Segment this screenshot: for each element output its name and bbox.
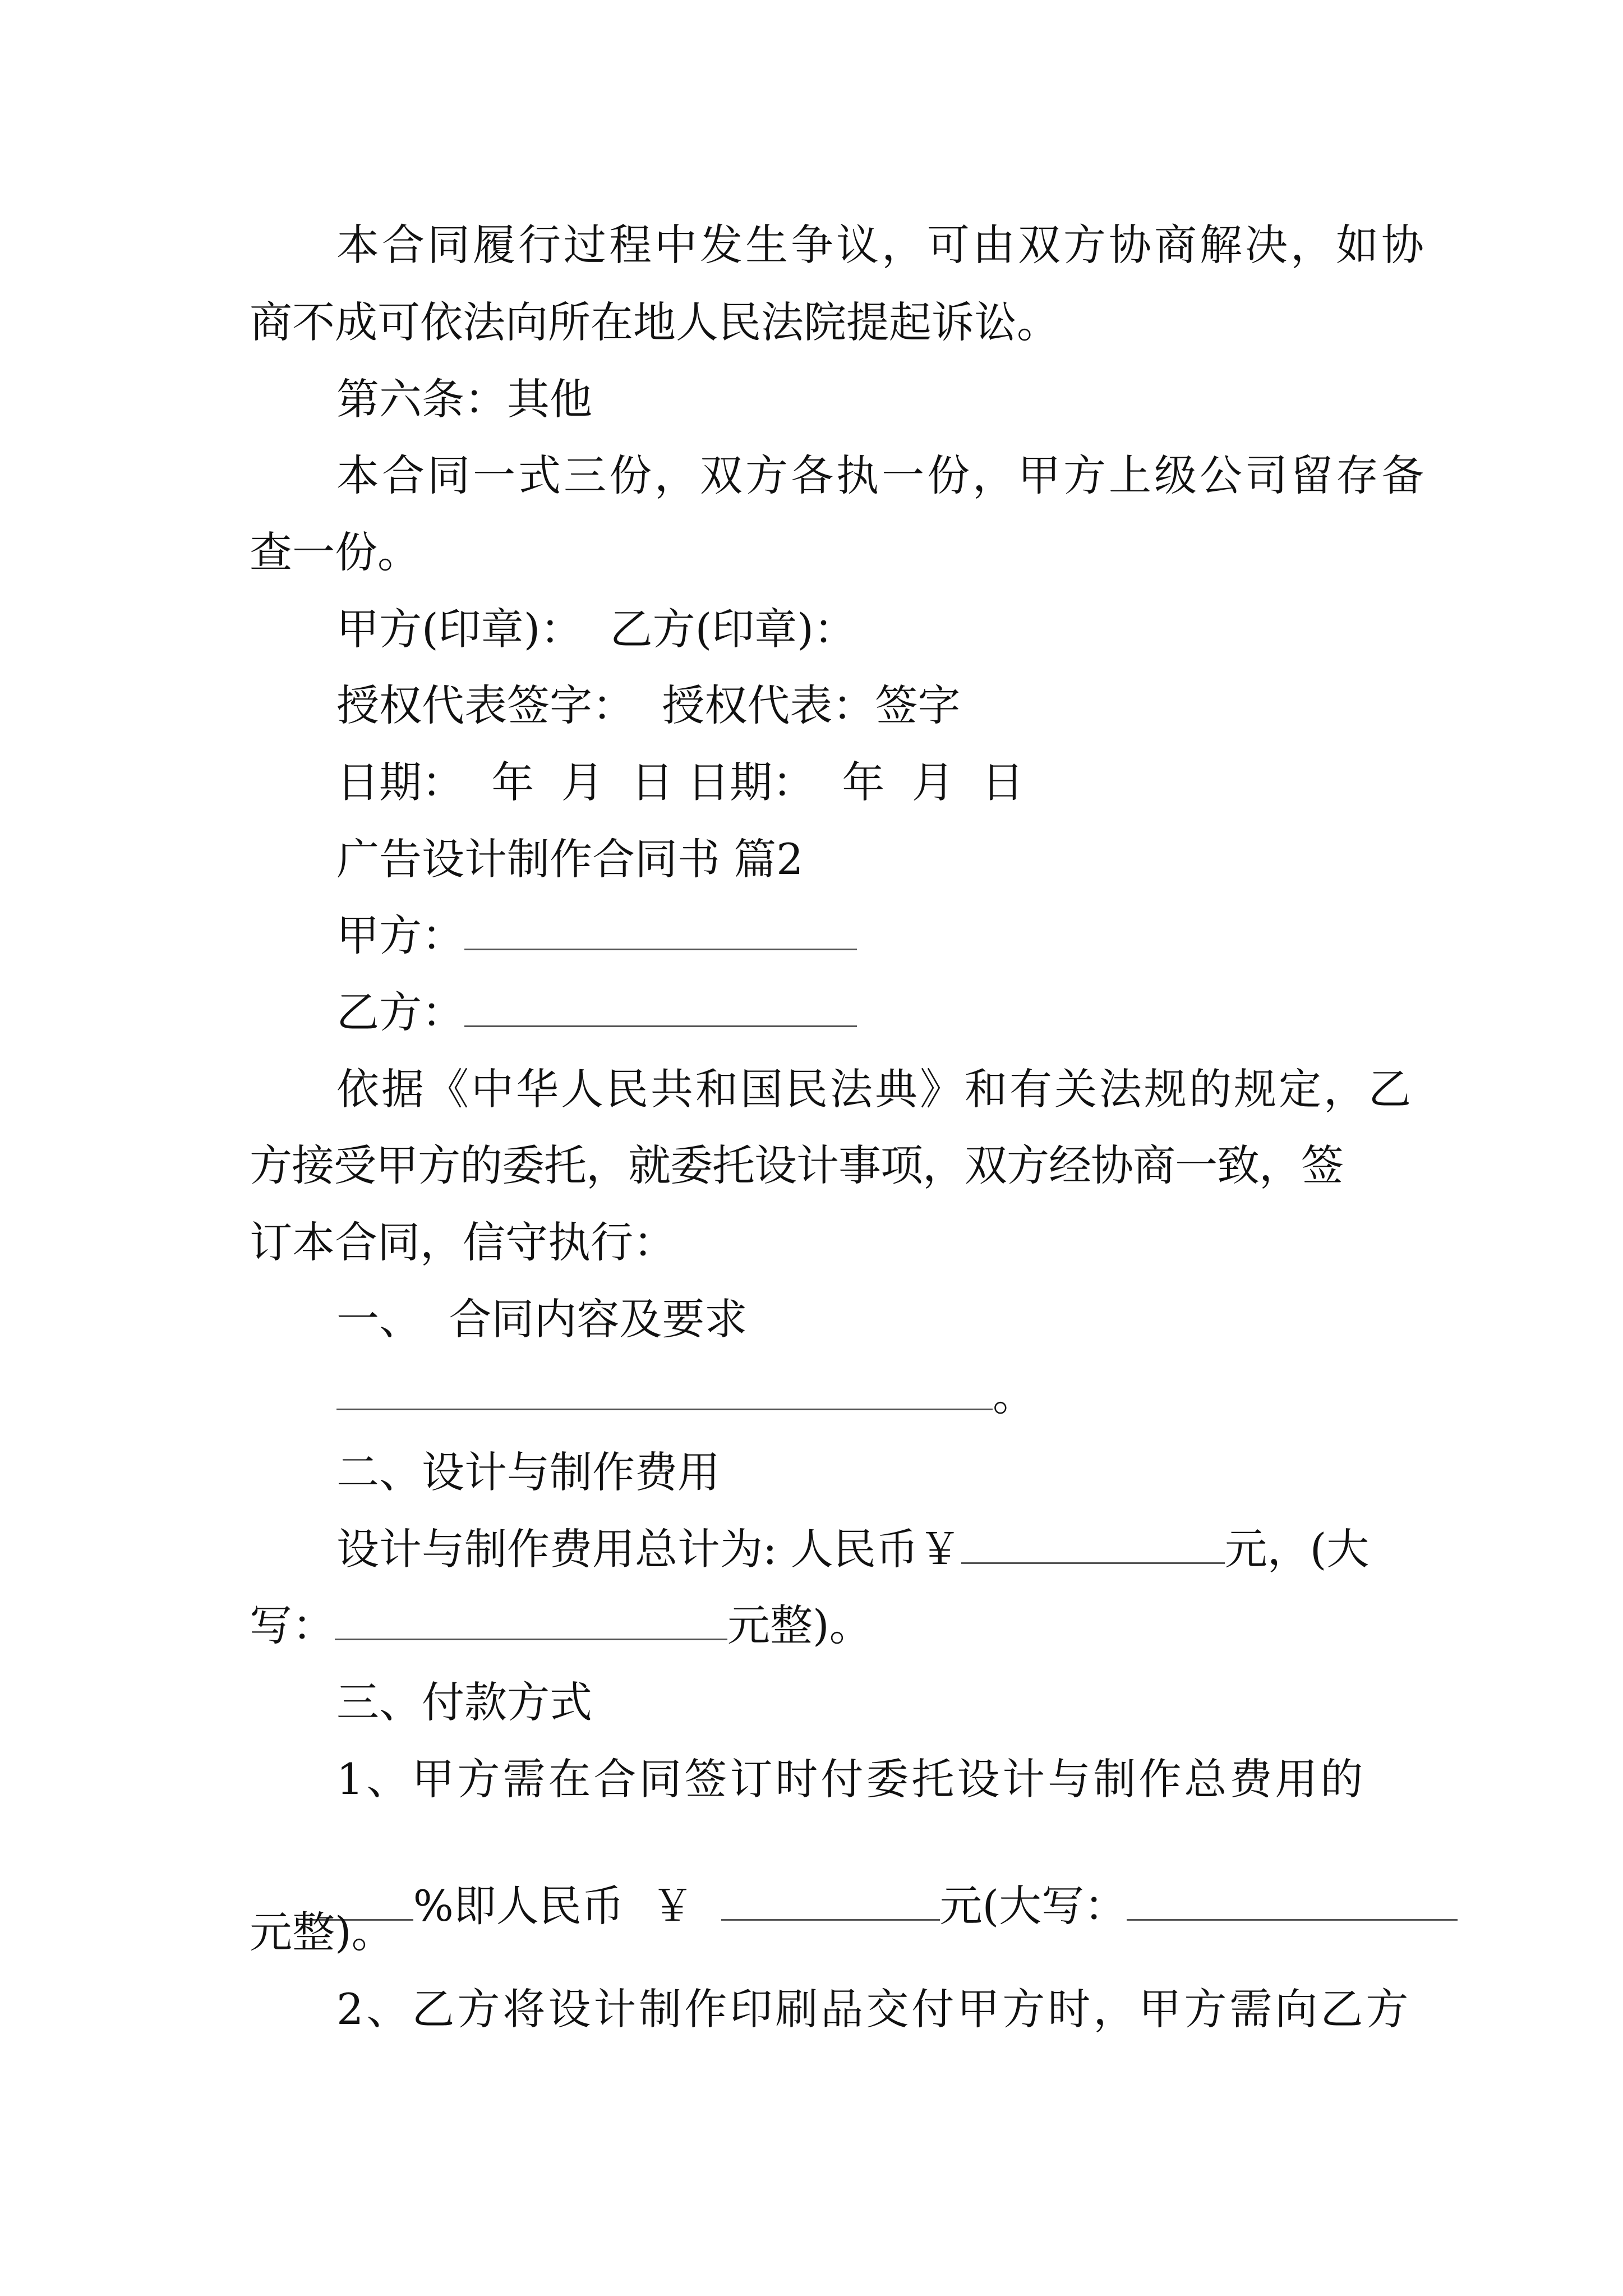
paragraph-copies-line1: 本合同一式三份，双方各执一份，甲方上级公司留存备 — [336, 450, 1427, 500]
section-1-period: 。 — [993, 1370, 1035, 1420]
fee-line1 — [336, 1524, 1369, 1575]
paragraph-basis-line3: 订本合同，信守执行： — [250, 1217, 676, 1267]
date-line: 日期： 年 月 日 日期： 年 月 日 — [336, 757, 1025, 807]
party-a-blank — [464, 917, 857, 950]
fee-capital-label: 写： — [250, 1600, 335, 1650]
fee-unit: 元，(大 — [1224, 1524, 1370, 1574]
payment-1-line2 — [250, 1830, 1458, 1982]
payment-1-line1: 1、甲方需在合同签订时付委托设计与制作总费用的 — [336, 1754, 1366, 1804]
payment-amount-blank — [721, 1888, 940, 1921]
fee-line2 — [250, 1600, 872, 1651]
paragraph-dispute-line2: 商不成可依法向所在地人民法院提起诉讼。 — [250, 297, 1059, 347]
payment-amount-unit: 元(大写： — [939, 1881, 1127, 1931]
fee-capital-unit: 元整)。 — [727, 1600, 872, 1650]
party-b-blank — [464, 994, 857, 1027]
section-1-content-blank — [336, 1377, 993, 1410]
fee-capital-blank — [335, 1607, 727, 1640]
article-6-heading: 第六条：其他 — [336, 374, 592, 424]
party-a-line — [336, 910, 857, 961]
fee-amount-blank — [961, 1531, 1225, 1564]
paragraph-basis-line2: 方接受甲方的委托，就委托设计事项，双方经协商一致，签 — [250, 1140, 1343, 1190]
section-3-heading: 三、付款方式 — [336, 1677, 592, 1727]
section-1-content-line — [336, 1370, 1035, 1421]
paragraph-dispute-line1: 本合同履行过程中发生争议，可由双方协商解决，如协 — [336, 220, 1427, 270]
fee-label: 设计与制作费用总计为: 人民币￥ — [336, 1524, 961, 1574]
signature-line: 授权代表签字： 授权代表：签字 — [336, 680, 961, 730]
party-b-label: 乙方： — [336, 987, 464, 1037]
section-1-heading: 一、 合同内容及要求 — [336, 1294, 748, 1344]
seal-line: 甲方(印章)： 乙方(印章)： — [336, 604, 856, 654]
payment-2-line1: 2、乙方将设计制作印刷品交付甲方时，甲方需向乙方 — [336, 1984, 1412, 2034]
payment-1-line3: 元整)。 — [250, 1907, 394, 1957]
party-b-line — [336, 987, 857, 1038]
paragraph-copies-line2: 查一份。 — [250, 527, 420, 577]
payment-percent-label: %即人民币 ￥ — [413, 1881, 694, 1931]
payment-capital-blank — [1127, 1888, 1458, 1921]
party-a-label: 甲方： — [336, 910, 464, 960]
section-2-heading: 二、设计与制作费用 — [336, 1447, 720, 1497]
contract-title-2: 广告设计制作合同书 篇2 — [336, 834, 804, 884]
paragraph-basis-line1: 依据《中华人民共和国民法典》和有关法规的规定，乙 — [336, 1064, 1413, 1114]
